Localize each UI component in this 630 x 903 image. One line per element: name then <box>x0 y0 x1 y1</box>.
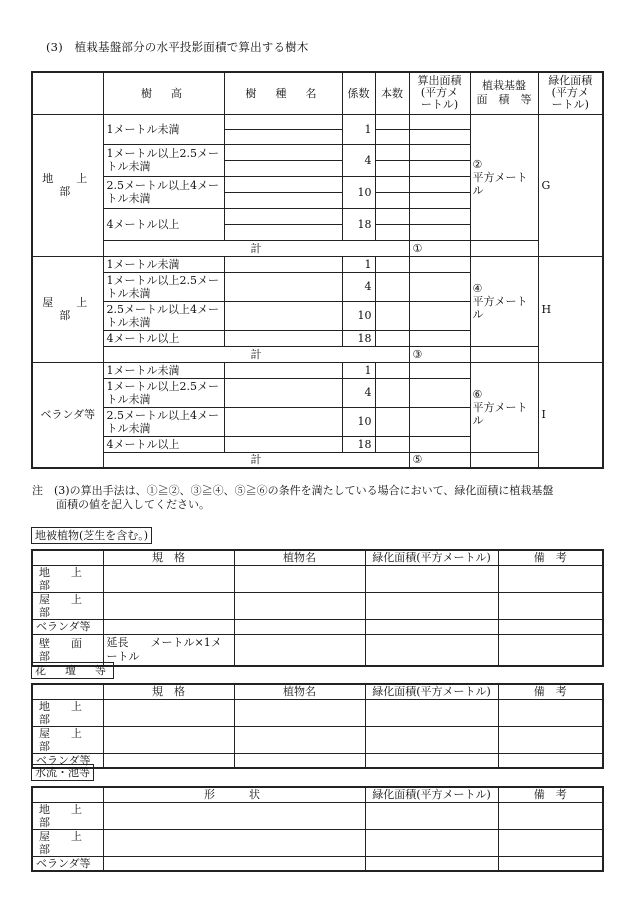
area-input-cell[interactable] <box>409 301 470 330</box>
coefficient-cell: 10 <box>342 176 375 208</box>
total-mark[interactable]: ① <box>409 240 470 256</box>
base-mark: ② <box>472 157 483 171</box>
base-mark: ④ <box>472 281 483 295</box>
area-input-cell[interactable] <box>409 436 470 452</box>
total-base-blank <box>470 240 538 256</box>
row-label: ベランダ等 <box>32 856 103 871</box>
tree-area-table <box>31 71 604 469</box>
header-area-line2: (平方メ <box>420 86 459 100</box>
green-area-cell[interactable]: G <box>538 114 603 256</box>
header-spec: 規 格 <box>103 684 234 699</box>
row-label: 屋 上 部 <box>32 726 103 753</box>
water-table <box>31 786 604 872</box>
header-plant-name: 植物名 <box>234 684 365 699</box>
group-name-veranda: ベランダ等 <box>32 362 103 468</box>
coefficient-cell: 1 <box>342 114 375 144</box>
table-row <box>32 856 603 871</box>
count-input-cell[interactable] <box>375 362 409 378</box>
base-mark: ⑥ <box>472 387 483 401</box>
header-remarks: 備 考 <box>498 684 603 699</box>
count-input-cell[interactable] <box>375 114 409 144</box>
species-input-cell[interactable] <box>224 330 342 346</box>
footnote-line2: 面積の値を記入してください。 <box>56 498 210 511</box>
plant-name-input[interactable] <box>234 592 365 619</box>
header-remarks: 備 考 <box>498 550 603 565</box>
table-row <box>32 256 603 272</box>
row-label: ベランダ等 <box>32 619 103 634</box>
table-row <box>32 619 603 634</box>
header-row <box>32 787 603 802</box>
green-area-input[interactable] <box>365 829 498 856</box>
area-input-cell[interactable] <box>409 378 470 407</box>
coefficient-cell: 18 <box>342 330 375 346</box>
total-row <box>32 346 603 362</box>
plant-name-input[interactable] <box>234 634 365 666</box>
header-green-area: 緑化面積(平方メートル) <box>365 550 498 565</box>
header-plant-name: 植物名 <box>234 550 365 565</box>
tree-height-cell: 4メートル以上 <box>103 330 224 346</box>
header-green-area: 緑化面積(平方メートル) <box>365 684 498 699</box>
header-count: 本数 <box>375 72 409 114</box>
header-area-line1: 算出面積 <box>417 74 462 88</box>
row-label: 地 上 部 <box>32 565 103 592</box>
coefficient-cell: 1 <box>342 362 375 378</box>
table-row <box>32 829 603 856</box>
base-area-cell[interactable] <box>470 256 538 346</box>
total-row <box>32 240 603 256</box>
base-area-cell[interactable] <box>470 362 538 452</box>
table-row <box>32 802 603 829</box>
green-area-input[interactable] <box>365 619 498 634</box>
coefficient-cell: 4 <box>342 378 375 407</box>
ground-cover-label: 地被植物(芝生を含む。) <box>31 527 152 544</box>
row-label: 地 上 部 <box>32 699 103 726</box>
total-label: 計 <box>103 452 409 468</box>
row-label: ベランダ等 <box>32 753 103 768</box>
header-species: 樹 種 名 <box>224 72 342 114</box>
count-input-cell[interactable] <box>375 144 409 176</box>
species-input-cell[interactable] <box>224 407 342 436</box>
plant-name-input[interactable] <box>234 699 365 726</box>
table-row <box>32 634 603 666</box>
footnote <box>32 484 602 512</box>
count-input-cell[interactable] <box>375 301 409 330</box>
remarks-input[interactable] <box>498 565 603 592</box>
total-base-blank <box>470 346 538 362</box>
table-row <box>32 699 603 726</box>
row-label: 壁 面 部 <box>32 634 103 666</box>
tree-height-cell: 1メートル以上2.5メートル未満 <box>103 378 224 407</box>
spec-input[interactable] <box>103 726 234 753</box>
green-area-input[interactable] <box>365 565 498 592</box>
total-label: 計 <box>103 346 409 362</box>
green-area-input[interactable] <box>365 802 498 829</box>
total-base-blank <box>470 452 538 468</box>
group-name-ground: 地 上 部 <box>32 114 103 256</box>
count-input-cell[interactable] <box>375 330 409 346</box>
coefficient-cell: 18 <box>342 208 375 240</box>
header-row <box>32 684 603 699</box>
header-row <box>32 72 603 114</box>
species-input-cell[interactable] <box>224 114 342 144</box>
green-area-input[interactable] <box>365 634 498 666</box>
coefficient-cell: 1 <box>342 256 375 272</box>
tree-height-cell: 2.5メートル以上4メートル未満 <box>103 407 224 436</box>
base-unit: 平方メートル <box>472 400 528 427</box>
corner-cell <box>32 550 103 565</box>
remarks-input[interactable] <box>498 634 603 666</box>
green-area-input[interactable] <box>365 753 498 768</box>
section-heading: (3) 植栽基盤部分の水平投影面積で算出する樹木 <box>46 40 309 54</box>
count-input-cell[interactable] <box>375 378 409 407</box>
spec-input[interactable] <box>103 699 234 726</box>
green-area-input[interactable] <box>365 699 498 726</box>
corner-cell <box>32 684 103 699</box>
area-input-cell[interactable] <box>409 208 470 240</box>
area-input-cell[interactable] <box>409 256 470 272</box>
area-input-cell[interactable] <box>409 114 470 144</box>
count-input-cell[interactable] <box>375 436 409 452</box>
area-input-cell[interactable] <box>409 272 470 301</box>
flower-bed-table <box>31 683 604 769</box>
remarks-input[interactable] <box>498 726 603 753</box>
area-input-cell[interactable] <box>409 144 470 176</box>
remarks-input[interactable] <box>498 592 603 619</box>
header-shape: 形 状 <box>103 787 365 802</box>
spec-input[interactable] <box>103 592 234 619</box>
tree-height-cell: 1メートル未満 <box>103 362 224 378</box>
species-input-cell[interactable] <box>224 301 342 330</box>
plant-name-input[interactable] <box>234 753 365 768</box>
remarks-input[interactable] <box>498 699 603 726</box>
species-input-cell[interactable] <box>224 256 342 272</box>
tree-height-cell: 2.5メートル以上4メートル未満 <box>103 301 224 330</box>
header-green-line3: ートル) <box>551 98 589 112</box>
coefficient-cell: 10 <box>342 407 375 436</box>
table-row <box>32 565 603 592</box>
plant-name-input[interactable] <box>234 726 365 753</box>
base-unit: 平方メートル <box>472 294 528 321</box>
row-label: 地 上 部 <box>32 802 103 829</box>
coefficient-cell: 4 <box>342 272 375 301</box>
table-row <box>32 726 603 753</box>
header-tree-height: 樹 高 <box>103 72 224 114</box>
species-input-cell[interactable] <box>224 144 342 176</box>
shape-input[interactable] <box>103 856 365 871</box>
remarks-input[interactable] <box>498 802 603 829</box>
green-area-cell[interactable]: H <box>538 256 603 362</box>
plant-name-input[interactable] <box>234 565 365 592</box>
header-coefficient: 係数 <box>342 72 375 114</box>
header-base-area <box>470 72 538 114</box>
header-green-area <box>538 72 603 114</box>
header-remarks: 備 考 <box>498 787 603 802</box>
row-label: 屋 上 部 <box>32 829 103 856</box>
header-green-area: 緑化面積(平方メートル) <box>365 787 498 802</box>
species-input-cell[interactable] <box>224 436 342 452</box>
spec-input[interactable] <box>103 565 234 592</box>
shape-input[interactable] <box>103 802 365 829</box>
base-unit: 平方メートル <box>472 170 528 197</box>
header-calculated-area <box>409 72 470 114</box>
group-name-rooftop: 屋 上 部 <box>32 256 103 362</box>
tree-height-cell: 4メートル以上 <box>103 436 224 452</box>
wall-spec-cell[interactable]: 延長 メートル×1メートル <box>103 634 234 666</box>
header-base-line2: 面 積 等 <box>476 93 532 107</box>
species-input-cell[interactable] <box>224 208 342 240</box>
area-input-cell[interactable] <box>409 362 470 378</box>
header-spec: 規 格 <box>103 550 234 565</box>
table-row <box>32 362 603 378</box>
header-base-line1: 植栽基盤 <box>482 79 526 93</box>
table-row <box>32 753 603 768</box>
count-input-cell[interactable] <box>375 407 409 436</box>
count-input-cell[interactable] <box>375 256 409 272</box>
row-label: 屋 上 部 <box>32 592 103 619</box>
tree-height-cell: 1メートル以上2.5メートル未満 <box>103 272 224 301</box>
spec-input[interactable] <box>103 619 234 634</box>
corner-cell <box>32 72 103 114</box>
count-input-cell[interactable] <box>375 176 409 208</box>
coefficient-cell: 4 <box>342 144 375 176</box>
total-mark[interactable]: ⑤ <box>409 452 470 468</box>
base-area-cell[interactable] <box>470 114 538 240</box>
water-label: 水流・池等 <box>31 764 94 781</box>
area-input-cell[interactable] <box>409 176 470 208</box>
remarks-input[interactable] <box>498 619 603 634</box>
spec-input[interactable] <box>103 753 234 768</box>
remarks-input[interactable] <box>498 856 603 871</box>
tree-height-cell: 2.5メートル以上4メートル未満 <box>103 176 224 208</box>
total-row <box>32 452 603 468</box>
coefficient-cell: 10 <box>342 301 375 330</box>
tree-height-cell: 4メートル以上 <box>103 208 224 240</box>
ground-cover-table <box>31 549 604 667</box>
flower-bed-label: 花 壇 等 <box>31 662 114 679</box>
tree-height-cell: 1メートル以上2.5メートル未満 <box>103 144 224 176</box>
header-row <box>32 550 603 565</box>
corner-cell <box>32 787 103 802</box>
footnote-line1: 注 (3)の算出手法は、①≧②、③≧④、⑤≧⑥の条件を満たしている場合において、緑化面積に植栽基盤 <box>32 484 554 497</box>
tree-height-cell: 1メートル未満 <box>103 114 224 144</box>
remarks-input[interactable] <box>498 829 603 856</box>
count-input-cell[interactable] <box>375 208 409 240</box>
header-green-line1: 緑化面積 <box>548 74 593 88</box>
area-input-cell[interactable] <box>409 330 470 346</box>
shape-input[interactable] <box>103 829 365 856</box>
header-area-line3: ートル) <box>420 98 459 112</box>
remarks-input[interactable] <box>498 753 603 768</box>
species-input-cell[interactable] <box>224 362 342 378</box>
green-area-input[interactable] <box>365 726 498 753</box>
green-area-input[interactable] <box>365 856 498 871</box>
species-input-cell[interactable] <box>224 272 342 301</box>
green-area-input[interactable] <box>365 592 498 619</box>
total-label: 計 <box>103 240 409 256</box>
coefficient-cell: 18 <box>342 436 375 452</box>
species-input-cell[interactable] <box>224 176 342 208</box>
green-area-cell[interactable]: I <box>538 362 603 468</box>
species-input-cell[interactable] <box>224 378 342 407</box>
table-row <box>32 592 603 619</box>
area-input-cell[interactable] <box>409 407 470 436</box>
plant-name-input[interactable] <box>234 619 365 634</box>
count-input-cell[interactable] <box>375 272 409 301</box>
tree-height-cell: 1メートル未満 <box>103 256 224 272</box>
header-green-line2: (平方メ <box>551 86 589 100</box>
total-mark[interactable]: ③ <box>409 346 470 362</box>
table-row <box>32 114 603 144</box>
